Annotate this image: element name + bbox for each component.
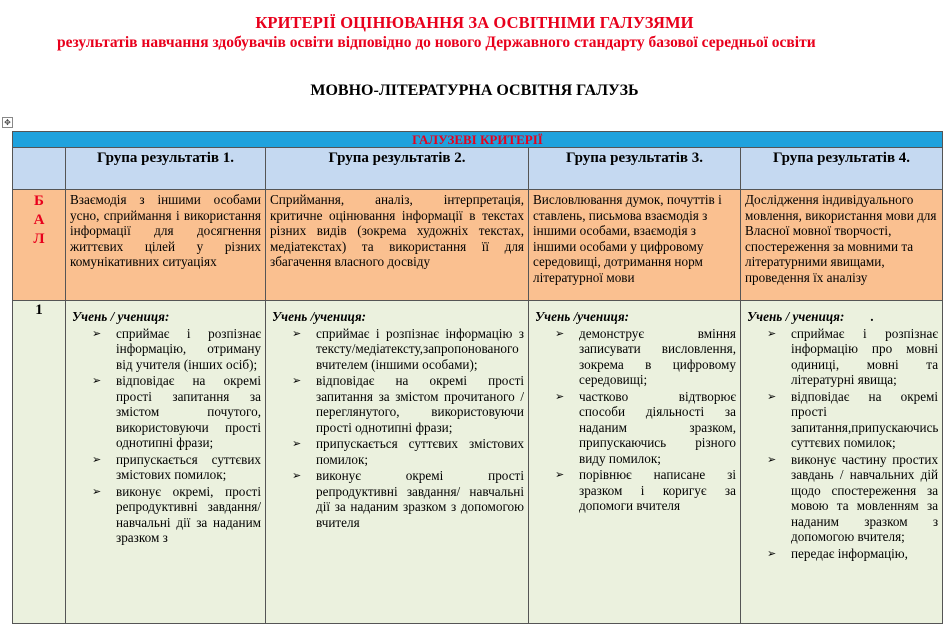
description-2: Сприймання, аналіз, інтерпретація, критичне оцінювання інформації в текстах різних видів (зокрема художніх текстах, медіатекстах) та використання її для збагачення власного досвіду bbox=[266, 190, 529, 301]
list-item: ➢ передає інформацію, bbox=[767, 546, 938, 562]
student-lead: Учень /учениця: bbox=[272, 309, 367, 324]
description-3: Висловлювання думок, почуттів і ставлень, письмова взаємодія з іншими особами, взаємодія з іншими особами у цифровому середовищі, дотримання норм літературної мови bbox=[529, 190, 741, 301]
list-item: ➢ демонструє вміння записувати висловлення, зокрема в цифровому середовищі; bbox=[555, 326, 736, 388]
list-item: ➢ припускається суттєвих змістових помилок; bbox=[92, 452, 261, 483]
student-lead: Учень /учениця: bbox=[535, 309, 630, 324]
level-row bbox=[13, 301, 943, 624]
group-header-1: Група результатів 1. bbox=[66, 148, 266, 190]
list-item: ➢ відповідає на окремі прості запитання за змістом прочитаного / переглянутого, використовуючи прості однотипні фрази; bbox=[292, 373, 524, 435]
list-item: ➢ виконує частину простих завдань / навчальних дій щодо спостереження за мовою та мовленням за наданим зразком з допомогою вчителя; bbox=[767, 452, 938, 545]
criteria-cell-2 bbox=[266, 301, 529, 624]
band-row bbox=[13, 132, 943, 148]
description-1: Взаємодія з іншими особами усно, сприймання і використання інформації для досягнення життєвих цілей у різних комунікативних ситуаціях bbox=[66, 190, 266, 301]
group-header-row bbox=[13, 148, 943, 190]
list-item: ➢ сприймає і розпізнає інформацію про мовні одиниці, мовні та літературні явища; bbox=[767, 326, 938, 388]
list-item: ➢ відповідає на окремі прості запитання,припускаючись суттєвих помилок; bbox=[767, 389, 938, 451]
page-subtitle: результатів навчання здобувачів освіти відповідно до нового Державного стандарту базової середньої освіти bbox=[57, 34, 816, 51]
student-lead: Учень / учениця: . bbox=[747, 309, 875, 324]
list-item: ➢ виконує окремі прості репродуктивні завдання/ навчальні дії за наданим зразком з допомогою вчителя bbox=[292, 468, 524, 530]
criteria-cell-4 bbox=[741, 301, 943, 624]
group-header-4: Група результатів 4. bbox=[741, 148, 943, 190]
list-item: ➢ частково відтворює способи діяльності за наданим зразком, припускаючись різного виду помилок; bbox=[555, 389, 736, 467]
student-lead: Учень / учениця: bbox=[72, 309, 170, 324]
list-item: ➢ виконує окремі, прості репродуктивні завдання/ навчальні дії за наданим зразком з bbox=[92, 484, 261, 546]
criteria-cell-3 bbox=[529, 301, 741, 624]
criteria-table bbox=[12, 131, 943, 624]
list-item: ➢ порівнює написане зі зразком і коригує за допомоги вчителя bbox=[555, 467, 736, 514]
table-move-handle-icon[interactable]: ✥ bbox=[2, 117, 13, 128]
list-item: ➢ сприймає і розпізнає інформацію з тексту/медіатексту,запропонованого вчителем (іншими особами); bbox=[292, 326, 524, 373]
level-number: 1 bbox=[13, 301, 66, 624]
description-row bbox=[13, 190, 943, 301]
corner-cell bbox=[13, 148, 66, 190]
page-title: КРИТЕРІЇ ОЦІНЮВАННЯ ЗА ОСВІТНІМИ ГАЛУЗЯМИ bbox=[255, 13, 694, 32]
section-title: МОВНО-ЛІТЕРАТУРНА ОСВІТНЯ ГАЛУЗЬ bbox=[310, 82, 639, 99]
band-title: ГАЛУЗЕВІ КРИТЕРІЇ bbox=[13, 132, 943, 148]
criteria-cell-1 bbox=[66, 301, 266, 624]
group-header-2: Група результатів 2. bbox=[266, 148, 529, 190]
group-header-3: Група результатів 3. bbox=[529, 148, 741, 190]
list-item: ➢ сприймає і розпізнає інформацію, отриману від учителя (інших осіб); bbox=[92, 326, 261, 373]
list-item: ➢ припускається суттєвих змістових помилок; bbox=[292, 436, 524, 467]
description-4: Дослідження індивідуального мовлення, використання мови для Власної мовної творчості, спостереження за мовними та літературними явищами, проведення їх аналізу bbox=[741, 190, 943, 301]
bal-label: Б А Л bbox=[13, 190, 66, 301]
list-item: ➢ відповідає на окремі прості запитання за змістом почутого, використовуючи прості однотипні фрази; bbox=[92, 373, 261, 451]
